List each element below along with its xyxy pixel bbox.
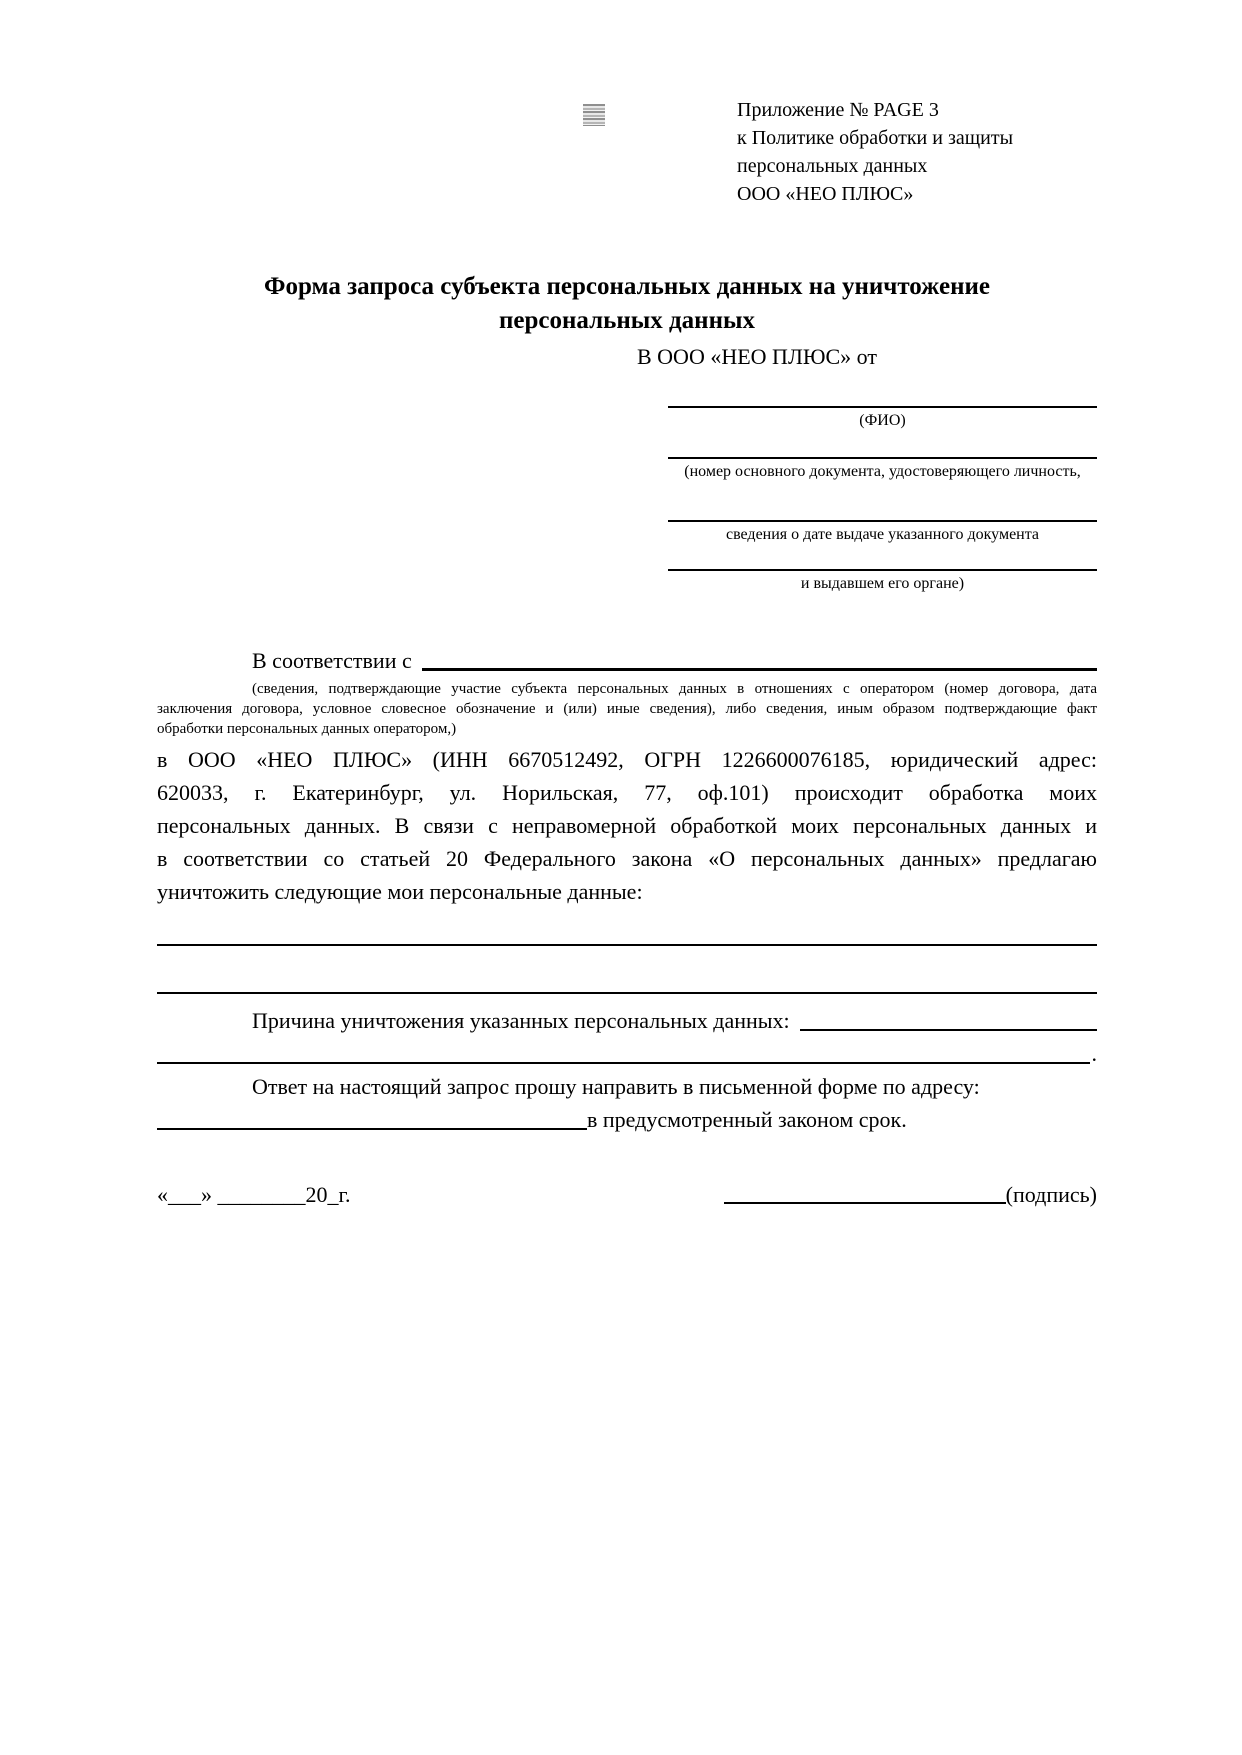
appendix-header-block (737, 96, 1109, 208)
field-fio (668, 406, 1097, 431)
reason-blank-line (800, 1004, 1097, 1031)
personal-data-blank-line-1 (157, 944, 1097, 946)
embedded-thumbnail-artifact (583, 104, 605, 126)
field-document-number (668, 457, 1097, 482)
signature-group (724, 1180, 1097, 1210)
form-title (157, 270, 1097, 338)
accordance-blank-line (422, 644, 1097, 671)
footnote-line: обработки персональных данных оператором,) (157, 721, 457, 737)
body-paragraph (157, 743, 1097, 908)
reason-continuation-row (157, 1037, 1097, 1070)
accordance-lead-text: В соответствии с (252, 648, 412, 673)
personal-data-blank-line-2 (157, 992, 1097, 994)
spacer (668, 545, 1097, 569)
document-number-caption: (номер основного документа, удостоверяющего личность, (684, 463, 1081, 480)
form-title-line2: персональных данных (498, 307, 756, 334)
reply-request-line: Ответ на настоящий запрос прошу направить в письменной форме по адресу: (252, 1074, 980, 1099)
form-title-line1: Форма запроса субъекта персональных данных на уничтожение (264, 273, 990, 300)
footnote-line: (сведения, подтверждающие участие субъекта персональных данных в отношениях с оператором (номер договора, дата (252, 681, 1097, 697)
reason-continuation-blank-line (157, 1037, 1090, 1064)
signature-caption: (подпись) (1005, 1182, 1097, 1207)
signature-blank-line (724, 1202, 1006, 1204)
body-line: персональных данных. В связи с неправомерной обработкой моих персональных данных и (157, 813, 1097, 838)
spacer (668, 482, 1097, 520)
appendix-header-line: ООО «НЕО ПЛЮС» (737, 183, 914, 205)
issuing-authority-caption: и выдавшем его органе) (800, 575, 965, 592)
reply-tail-text: в предусмотренный законом срок. (587, 1107, 907, 1132)
reason-label: Причина уничтожения указанных персональных данных: (252, 1008, 790, 1033)
issue-date-caption: сведения о дате выдаче указанного документа (725, 526, 1040, 543)
date-signature-row (157, 1180, 1097, 1210)
accordance-row (157, 644, 1097, 677)
accordance-footnote (157, 679, 1097, 739)
fio-caption: (ФИО) (859, 412, 906, 429)
reply-address-blank-line (157, 1103, 587, 1130)
date-blank-text: «___» ________20_г. (157, 1182, 351, 1207)
addressee-line: В ООО «НЕО ПЛЮС» от (637, 344, 877, 369)
body-line: в соответствии со статьей 20 Федерального закона «О персональных данных» предлагаю (157, 846, 1097, 871)
field-issuing-authority (668, 569, 1097, 594)
field-issue-date (668, 520, 1097, 545)
body-line: в ООО «НЕО ПЛЮС» (ИНН 6670512492, ОГРН 1226600076185, юридический адрес: (157, 747, 1097, 772)
body-line: уничтожить следующие мои персональные данные: (157, 879, 643, 904)
spacer (668, 431, 1097, 457)
reason-row (157, 1004, 1097, 1037)
footnote-line: заключения договора, условное словесное обозначение и (или) иные сведения), либо сведения, иным образом подтверждающие факт (157, 701, 1097, 717)
appendix-header-line: к Политике обработки и защиты (737, 127, 1014, 149)
applicant-fields-block (668, 406, 1097, 594)
appendix-header-line: персональных данных (737, 155, 928, 177)
appendix-header-line: Приложение № PAGE 3 (737, 99, 939, 121)
sentence-period: . (1091, 1041, 1097, 1066)
reply-address-row (157, 1103, 1097, 1136)
body-line: 620033, г. Екатеринбург, ул. Норильская, 77, оф.101) происходит обработка моих (157, 780, 1097, 805)
